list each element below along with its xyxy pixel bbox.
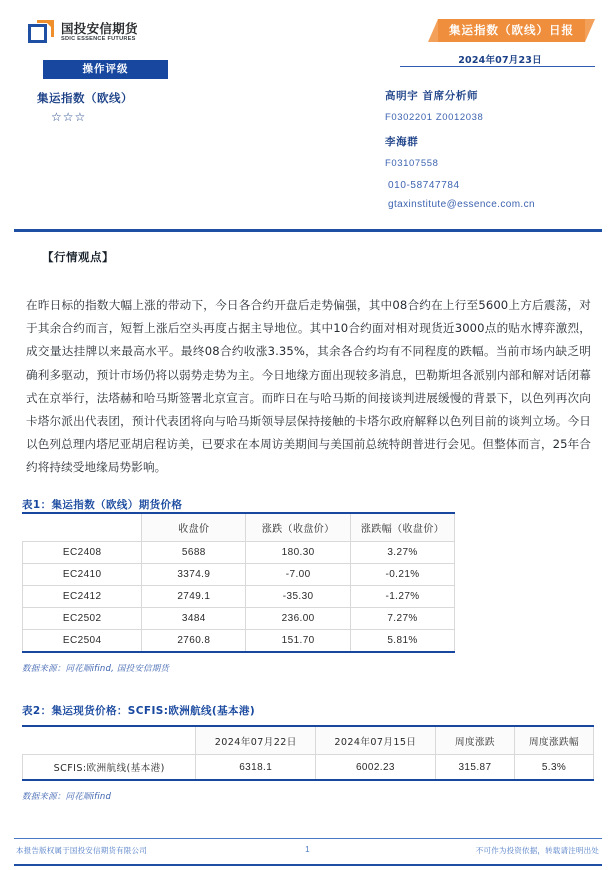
table-row: [23, 630, 455, 653]
table2-caption: 表2：集运现货价格：SCFIS:欧洲航线(基本港): [22, 705, 256, 717]
contract-code: EC2502: [23, 608, 142, 630]
close-price: 5688: [142, 542, 246, 564]
change: -7.00: [246, 564, 351, 586]
change-pct: -1.27%: [351, 586, 455, 608]
table2-col-0: [23, 726, 196, 755]
change-pct: 3.27%: [351, 542, 455, 564]
header-divider: [14, 229, 602, 232]
table2-col-2: 2024年07月15日: [316, 726, 436, 755]
change: 151.70: [246, 630, 351, 653]
analyst-license-code: F0302201 Z0012038: [385, 112, 484, 123]
assistant-name: 李海群: [385, 136, 419, 148]
table1-caption: 表1：集运指数（欧线）期货价格: [22, 499, 183, 511]
close-price: 3374.9: [142, 564, 246, 586]
table2-col-1: 2024年07月22日: [196, 726, 316, 755]
footer-disclaimer: 不可作为投资依据，转载请注明出处: [475, 846, 599, 855]
assistant-license-code: F03107558: [385, 158, 439, 169]
operation-rating-banner: 操作评级: [43, 60, 168, 79]
ribbon-tail-left-icon: [428, 19, 438, 42]
table1-source-note: 数据来源：同花顺ifind, 国投安信期货: [22, 664, 170, 674]
table-row: [23, 755, 594, 781]
contract-code: EC2504: [23, 630, 142, 653]
market-view-paragraph: 在昨日标的指数大幅上涨的带动下，今日各合约开盘后走势偏强，其中08合约在上行至5600上方后震荡，对于其余合约而言，短暂上涨后空头再度占据主导地位。其中10合约面对相对现货近3000点的贴水博弈激烈，成交量达挂牌以来最高水平。最终08合约收涨3.35%，其余各合约均有不同程度的跌幅。当前市场内缺乏明确利多驱动，预计市场仍将以弱势走势为主。今日地缘方面出现较多消息，巴勒斯坦各派别内部和解对话闭幕式在京举行，法塔赫和哈马斯签署北京宣言。而昨日在与哈马斯的间接谈判进展缓慢的背景下，以色列再次向卡塔尔派出代表团，预计代表团将向与哈马斯领导层保持接触的卡塔尔政府解释以色列目前的谈判立场。今日以色列总理内塔尼亚胡启程访美，已要求在本周访美期间与美国前总统特朗普进行会见。但整体而言，25年合约将持续受地缘局势影响。: [26, 298, 591, 475]
contract-code: EC2412: [23, 586, 142, 608]
close-price: 3484: [142, 608, 246, 630]
change: 180.30: [246, 542, 351, 564]
market-view-heading: 【行情观点】: [42, 250, 114, 264]
close-price: 2760.8: [142, 630, 246, 653]
weekly-change: 315.87: [435, 755, 514, 781]
logo-mark-icon: [28, 20, 54, 46]
table-row: [23, 586, 455, 608]
contact-phone: 010-58747784: [388, 180, 460, 191]
close-price: 2749.1: [142, 586, 246, 608]
table-row: [23, 542, 455, 564]
table-header-row: [23, 726, 594, 755]
table-header-row: [23, 513, 455, 542]
futures-price-table: [22, 512, 455, 653]
contract-code: EC2408: [23, 542, 142, 564]
rating-stars-icon: ☆☆☆: [51, 110, 87, 124]
table-row: [23, 564, 455, 586]
contact-email[interactable]: gtaxinstitute@essence.com.cn: [388, 199, 535, 210]
footer-divider-top: [14, 838, 602, 839]
analyst-name: 高明宇 首席分析师: [385, 90, 479, 102]
spot-price-table: [22, 725, 594, 781]
weekly-change-pct: 5.3%: [515, 755, 594, 781]
table1-col-0: [23, 513, 142, 542]
logo-company-name-cn: 国投安信期货: [61, 20, 138, 36]
change-pct: 7.27%: [351, 608, 455, 630]
change-pct: -0.21%: [351, 564, 455, 586]
table2-col-4: 周度涨跌幅: [515, 726, 594, 755]
previous-value: 6002.23: [316, 755, 436, 781]
report-date: 2024年07月23日: [458, 55, 542, 66]
company-logo: [28, 20, 138, 46]
ribbon-tail-right-icon: [585, 19, 595, 42]
rating-subject-label: 集运指数（欧线）: [37, 91, 133, 105]
change: -35.30: [246, 586, 351, 608]
table1-col-2: 涨跌（收盘价）: [246, 513, 351, 542]
footer-divider-bottom: [14, 864, 602, 866]
change-pct: 5.81%: [351, 630, 455, 653]
table1-col-1: 收盘价: [142, 513, 246, 542]
table2-col-3: 周度涨跌: [435, 726, 514, 755]
footer-page-number: 1: [305, 845, 310, 854]
table1-col-3: 涨跌幅（收盘价）: [351, 513, 455, 542]
change: 236.00: [246, 608, 351, 630]
report-title: 集运指数（欧线）日报: [438, 19, 585, 42]
report-header: [0, 0, 615, 232]
header-date-divider: [400, 66, 595, 67]
contract-code: EC2410: [23, 564, 142, 586]
footer-copyright: 本报告版权属于国投安信期货有限公司: [16, 846, 147, 855]
index-name: SCFIS:欧洲航线(基本港): [23, 755, 196, 781]
table-row: [23, 608, 455, 630]
current-value: 6318.1: [196, 755, 316, 781]
logo-company-name-en: SDIC ESSENCE FUTURES: [61, 36, 136, 43]
analyst-contact-block: [385, 88, 610, 210]
report-title-ribbon: [428, 19, 595, 42]
table2-source-note: 数据来源：同花顺ifind: [22, 792, 112, 802]
